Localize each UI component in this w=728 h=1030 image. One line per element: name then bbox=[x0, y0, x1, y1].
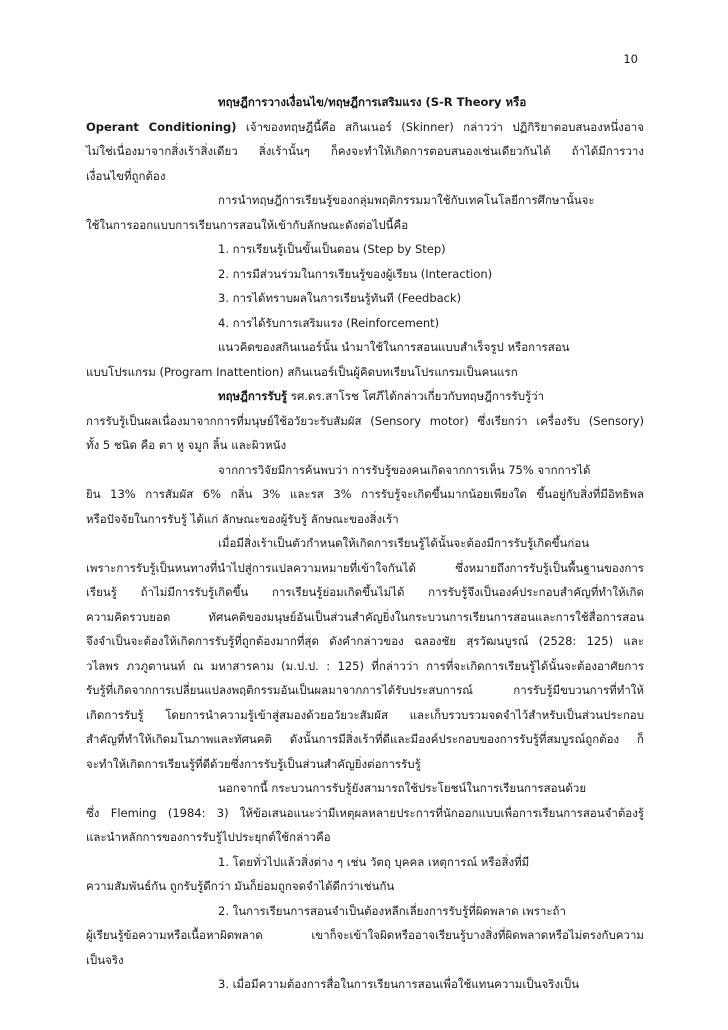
list-item: 3. การได้ทราบผลในการเรียนรู้ทันที (Feedback) bbox=[218, 291, 462, 305]
paragraph-line: จึงจำเป็นจะต้องให้เกิดการรับรู้ที่ถูกต้องมากที่สุด ดังคำกล่าวของ ฉลองชัย สุรวัฒนบูรณ์ (2528: 125) และ bbox=[86, 634, 644, 648]
page-number: 10 bbox=[623, 52, 638, 66]
paragraph-line: จากการวิจัยมีการค้นพบว่า การรับรู้ของคนเกิดจากการเห็น 75% จากการได้ bbox=[218, 462, 591, 477]
list-item: 2. ในการเรียนการสอนจำเป็นต้องหลีกเลี่ยงการรับรู้ที่ผิดพลาด เพราะถ้า bbox=[218, 903, 566, 918]
paragraph-line: จะทำให้เกิดการเรียนรู้ที่ดีด้วยซึ่งการรับรู้เป็นส่วนสำคัญยิ่งต่อการรับรู้ bbox=[86, 756, 421, 771]
heading-sr-theory: ทฤษฎีการวางเงื่อนไข/ทฤษฎีการเสริมแรง (S-R Theory หรือ bbox=[218, 95, 527, 109]
paragraph-line: เพราะการรับรู้เป็นหนทางที่นำไปสู่การแปลความหมายที่เข้าใจกันได้ ซึ่งหมายถึงการรับรู้เป็นพื้นฐานของการ bbox=[86, 560, 644, 575]
heading-perception-theory: ทฤษฎีการรับรู้ รศ.ดร.สาโรช โศภีได้กล่าวเกี่ยวกับทฤษฎีการรับรู้ว่า bbox=[218, 389, 545, 403]
paragraph-line: หรือปัจจัยในการรับรู้ ได้แก่ ลักษณะของผู้รับรู้ ลักษณะของสิ่งเร้า bbox=[86, 511, 399, 526]
heading-operant: Operant Conditioning) bbox=[86, 119, 237, 134]
paragraph-line: ไม่ใช่เนื่องมาจากสิ่งเร้าสิ่งเดียว สิ่งเร้านั้นๆ ก็คงจะทำให้เกิดการตอบสนองเช่นเดียวกันได้ ถ้าได้มีการวาง bbox=[86, 144, 644, 158]
paragraph-line: แบบโปรแกรม (Program Inattention) สกินเนอร์เป็นผู้คิดบทเรียนโปรแกรมเป็นคนแรก bbox=[86, 364, 518, 379]
paragraph-line: เงื่อนไขที่ถูกต้อง bbox=[86, 168, 166, 183]
paragraph-line: วไลพร ภวภูตานนท์ ณ มหาสารคาม (ม.ป.ป. : 125) ที่กล่าวว่า การที่จะเกิดการเรียนรู้ได้นั้นจะต้องอาศัยการ bbox=[86, 658, 644, 673]
paragraph-line: ใช้ในการออกแบบการเรียนการสอนให้เข้ากับลักษณะดังต่อไปนี้คือ bbox=[86, 217, 409, 232]
paragraph-line: เรียนรู้ ถ้าไม่มีการรับรู้เกิดขึ้น การเรียนรู้ย่อมเกิดขึ้นไม่ได้ การรับรู้จึงเป็นองค์ประกอบสำคัญที่ทำให้เกิด bbox=[86, 585, 644, 599]
paragraph-line: แนวคิดของสกินเนอร์นั้น นำมาใช้ในการสอนแบบสำเร็จรูป หรือการสอน bbox=[218, 340, 570, 354]
list-item: 4. การได้รับการเสริมแรง (Reinforcement) bbox=[218, 315, 440, 330]
paragraph-line: การนำทฤษฎีการเรียนรู้ของกลุ่มพฤติกรรมมาใช้กับเทคโนโลยีการศึกษานั้นจะ bbox=[218, 193, 595, 207]
list-item: 1. การเรียนรู้เป็นขั้นเป็นตอน (Step by Step) bbox=[218, 242, 446, 256]
paragraph-line: ซึ่ง Fleming (1984: 3) ให้ข้อเสนอแนะว่ามีเหตุผลหลายประการที่นักออกแบบเพื่อการเรียนการสอนจำต้องรู้ bbox=[86, 805, 644, 820]
paragraph-line: Operant Conditioning) เจ้าของทฤษฎีนี้คือ สกินเนอร์ (Skinner) กล่าวว่า ปฏิกิริยาตอบสนองหนึ่งอาจ bbox=[86, 119, 644, 134]
list-item: 3. เมื่อมีความต้องการสื่อในการเรียนการสอนเพื่อใช้แทนความเป็นจริงเป็น bbox=[218, 977, 580, 991]
list-item-continuation: เป็นจริง bbox=[86, 952, 124, 967]
list-item-continuation: ผู้เรียนรู้ข้อความหรือเนื้อหาผิดพลาด เขาก็จะเข้าใจผิดหรืออาจเรียนรู้บางสิ่งที่ผิดพลาดหรือไม่ตรงกับความ bbox=[86, 928, 644, 942]
paragraph-line: รับรู้ที่เกิดจากการเปลี่ยนแปลงพฤติกรรมอันเป็นผลมาจากการได้รับประสบการณ์ การรับรู้มีขบวนการที่ทำให้ bbox=[86, 683, 644, 697]
paragraph-line: การรับรู้เป็นผลเนื่องมาจากการที่มนุษย์ใช้อวัยวะรับสัมผัส (Sensory motor) ซึ่งเรียกว่า เครื่องรับ (Sensory) bbox=[86, 413, 644, 428]
list-item: 1. โดยทั่วไปแล้วสิ่งต่าง ๆ เช่น วัตถุ บุคคล เหตุการณ์ หรือสิ่งที่มี bbox=[218, 854, 530, 869]
paragraph-line: สำคัญที่ทำให้เกิดมโนภาพและทัศนคติ ดังนั้นการมีสิ่งเร้าที่ดีและมีองค์ประกอบของการรับรู้ที่สมบูรณ์ถูกต้อง ก็ bbox=[86, 732, 644, 746]
list-item-continuation: ความสัมพันธ์กัน ถูกรับรู้ดีกว่า มันก็ย่อมถูกจดจำได้ดีกว่าเช่นกัน bbox=[86, 879, 395, 893]
paragraph-line: ความคิดรวบยอด ทัศนคติของมนุษย์อันเป็นส่วนสำคัญยิ่งในกระบวนการเรียนการสอนและการใช้สื่อการสอน bbox=[86, 609, 644, 624]
page-body bbox=[86, 90, 644, 997]
paragraph-line: ยิน 13% การสัมผัส 6% กลิ่น 3% และรส 3% การรับรู้จะเกิดขึ้นมากน้อยเพียงใด ขึ้นอยู่กับสิ่งที่มีอิทธิพล bbox=[86, 487, 644, 501]
paragraph-line: เกิดการรับรู้ โดยการนำความรู้เข้าสู่สมองด้วยอวัยวะสัมผัส และเก็บรวบรวมจดจำไว้สำหรับเป็นส่วนประกอบ bbox=[86, 707, 644, 722]
paragraph-line: นอกจากนี้ กระบวนการรับรู้ยังสามารถใช้ประโยชน์ในการเรียนการสอนด้วย bbox=[218, 781, 587, 795]
paragraph-line: ทั้ง 5 ชนิด คือ ตา หู จมูก ลิ้น และผิวหนัง bbox=[86, 438, 287, 452]
list-item: 2. การมีส่วนร่วมในการเรียนรู้ของผู้เรียน (Interaction) bbox=[218, 266, 493, 281]
paragraph-line: และนำหลักการของการรับรู้ไปประยุกต์ใช้กล่าวคือ bbox=[86, 830, 331, 844]
paragraph-line: เมื่อมีสิ่งเร้าเป็นตัวกำหนดให้เกิดการเรียนรู้ได้นั้นจะต้องมีการรับรู้เกิดขึ้นก่อน bbox=[218, 536, 590, 550]
